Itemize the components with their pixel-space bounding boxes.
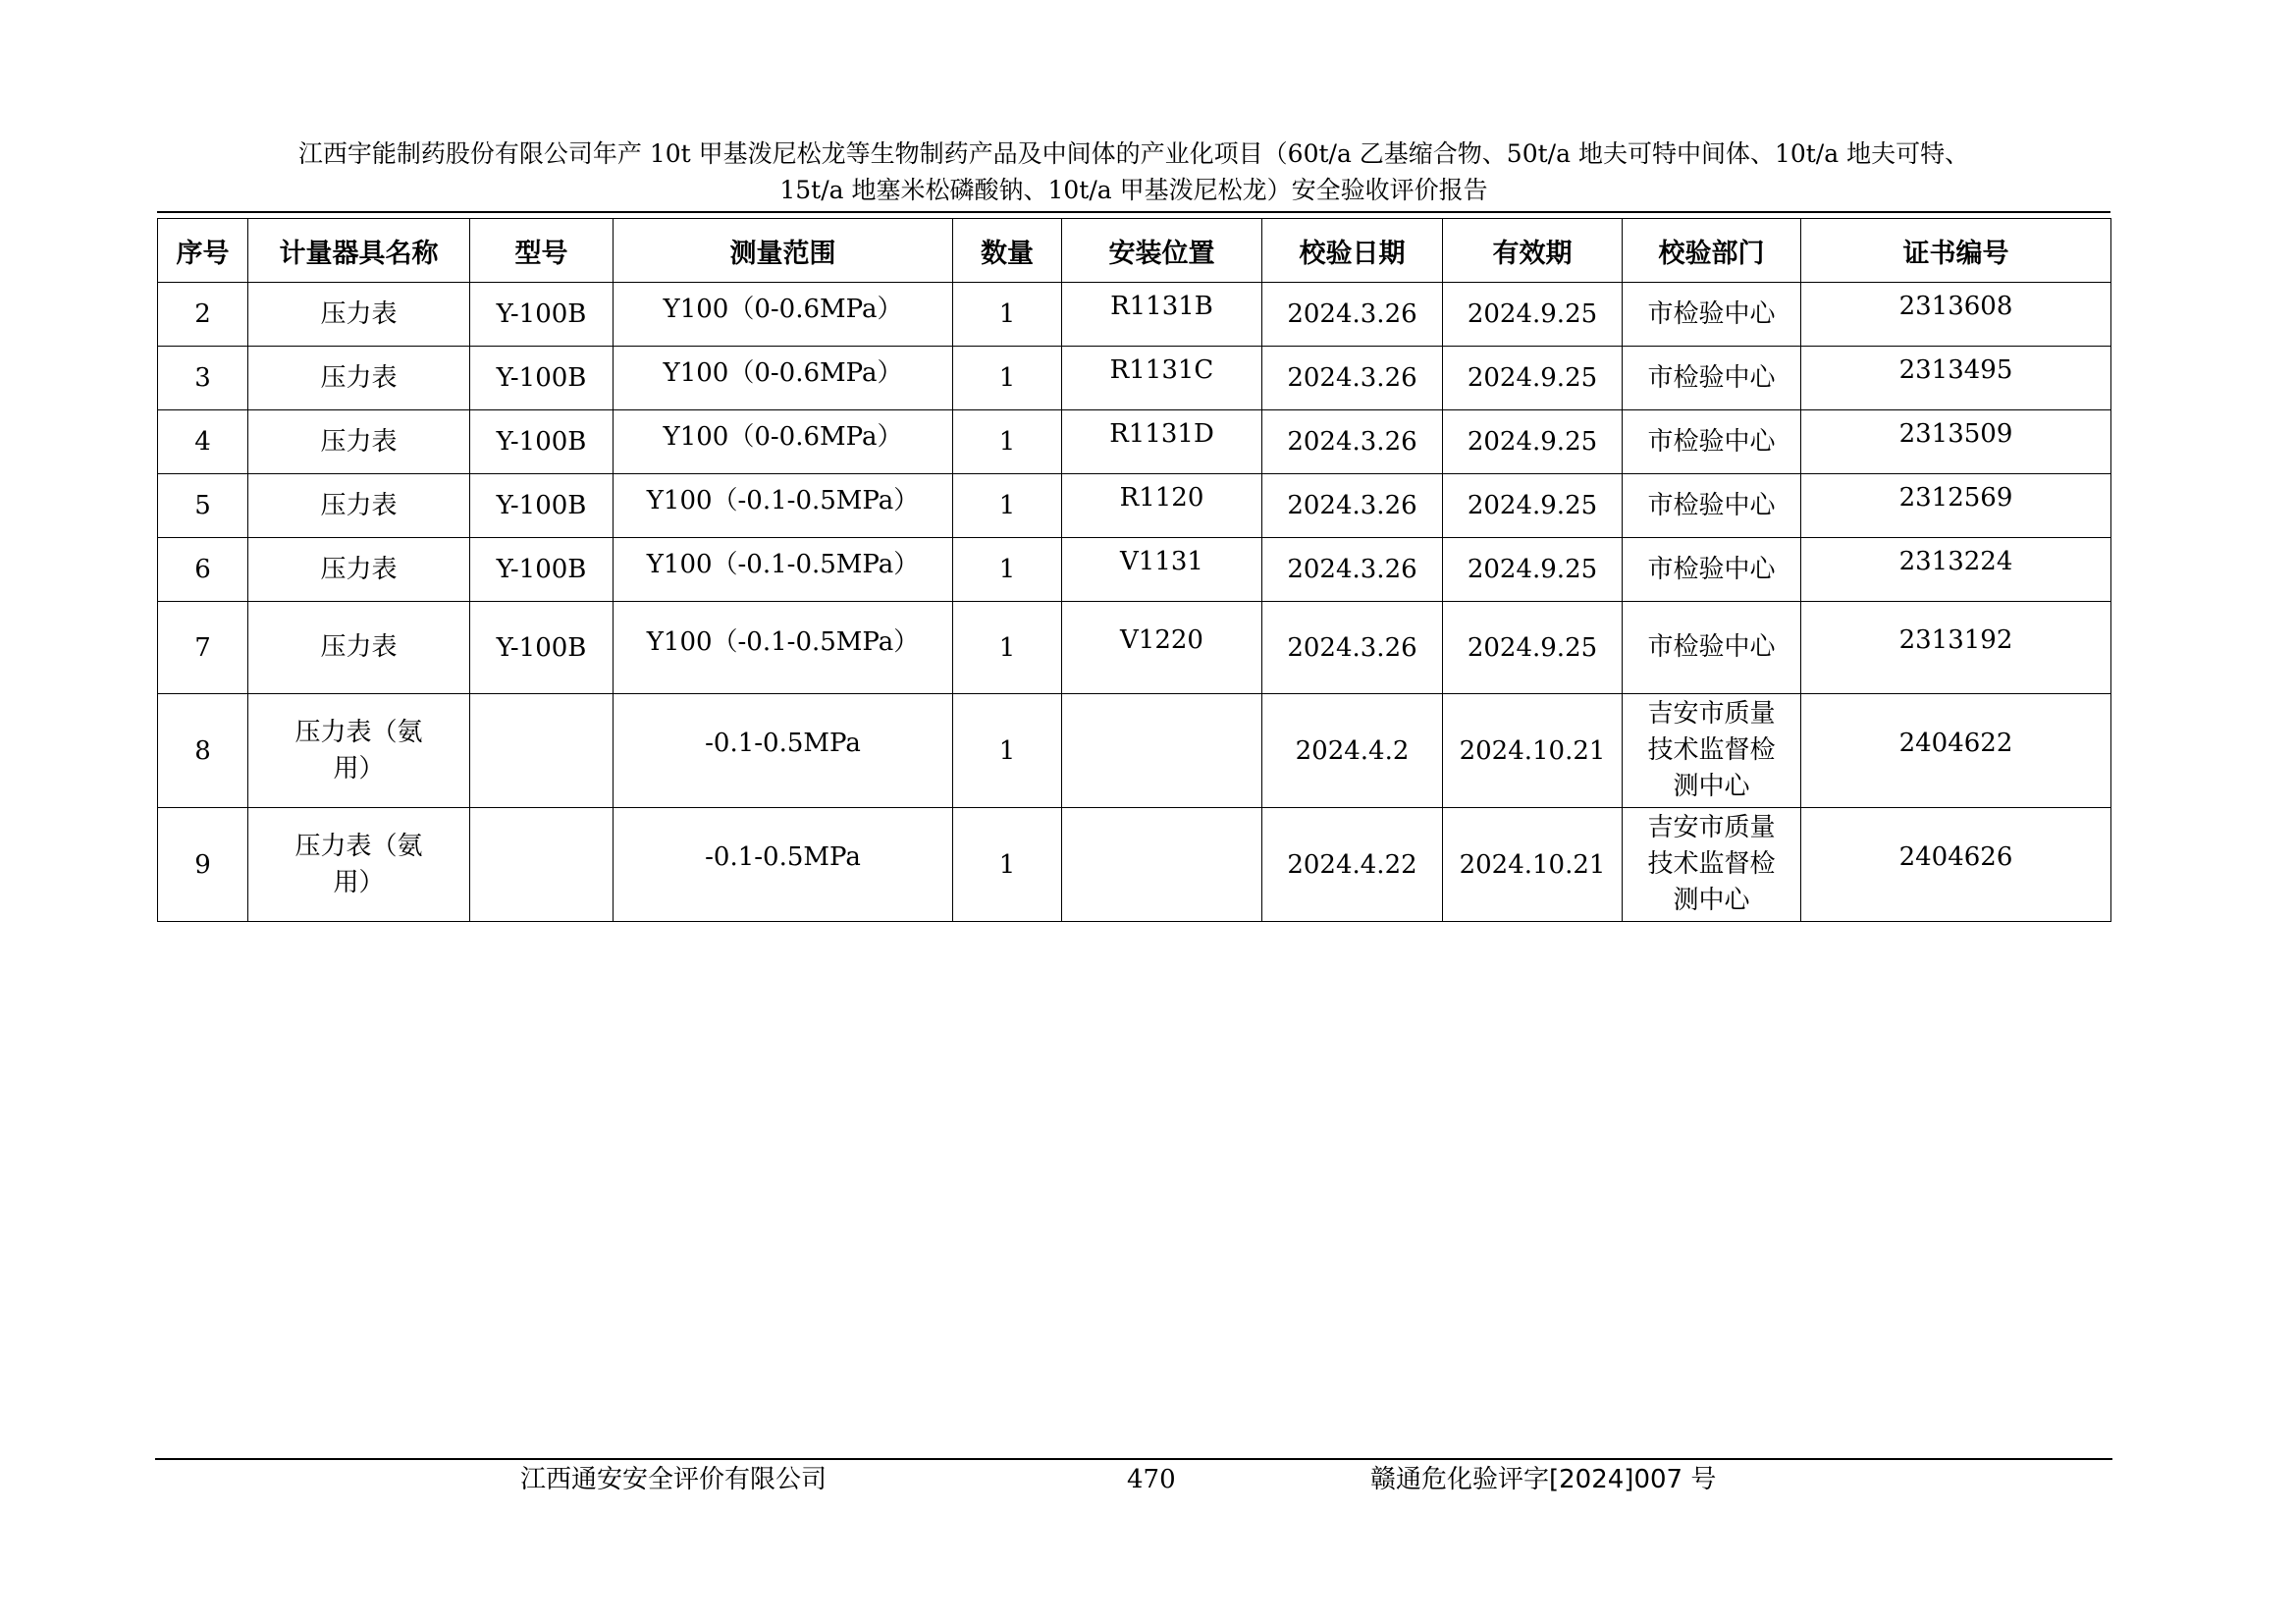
cell-location xyxy=(1062,283,1262,347)
cell-dept: 市检验中心 xyxy=(1623,602,1801,694)
footer-document-number: 赣通危化验评字[2024]007 号 xyxy=(1370,1465,1717,1494)
cell-dept: 吉安市质量技术监督检测中心 xyxy=(1623,694,1801,808)
cell-location xyxy=(1062,538,1262,602)
cell-cert-text: 2313224 xyxy=(1898,547,2013,576)
cell-check-date: 2024.3.26 xyxy=(1262,283,1443,347)
cell-cert-text: 2313192 xyxy=(1898,624,2013,655)
cell-range-text: Y100（-0.1-0.5MPa） xyxy=(646,627,920,657)
cell-location-text: R1131D xyxy=(1109,419,1214,449)
cell-cert xyxy=(1801,808,2111,922)
column-header-cert: 证书编号 xyxy=(1801,219,2111,283)
table-header-row xyxy=(158,219,2111,283)
cell-range xyxy=(614,538,953,602)
cell-qty: 1 xyxy=(953,474,1062,538)
cell-check-date: 2024.3.26 xyxy=(1262,410,1443,474)
report-header xyxy=(157,135,2110,208)
cell-cert xyxy=(1801,694,2111,808)
cell-range xyxy=(614,474,953,538)
cell-location-text: R1131C xyxy=(1109,355,1214,385)
cell-cert-text: 2404622 xyxy=(1898,728,2013,758)
column-header-range: 测量范围 xyxy=(614,219,953,283)
cell-valid-until: 2024.9.25 xyxy=(1443,602,1623,694)
cell-model xyxy=(470,694,614,808)
cell-name: 压力表 xyxy=(248,538,470,602)
cell-location xyxy=(1062,474,1262,538)
cell-location xyxy=(1062,808,1262,922)
cell-valid-until: 2024.10.21 xyxy=(1443,808,1623,922)
cell-check-date: 2024.4.22 xyxy=(1262,808,1443,922)
footer-company: 江西通安安全评价有限公司 xyxy=(520,1465,828,1494)
report-title-line-2: 15t/a 地塞米松磷酸钠、10t/a 甲基泼尼松龙）安全验收评价报告 xyxy=(779,176,1488,204)
cell-qty: 1 xyxy=(953,347,1062,410)
footer-divider xyxy=(155,1458,2112,1460)
cell-cert-text: 2312569 xyxy=(1898,483,2013,513)
cell-no: 3 xyxy=(158,347,248,410)
cell-no: 4 xyxy=(158,410,248,474)
cell-check-date: 2024.3.26 xyxy=(1262,474,1443,538)
cell-name: 压力表 xyxy=(248,474,470,538)
cell-valid-until: 2024.9.25 xyxy=(1443,474,1623,538)
column-header-dept: 校验部门 xyxy=(1623,219,1801,283)
table-row xyxy=(158,538,2111,602)
cell-model: Y-100B xyxy=(470,347,614,410)
cell-cert xyxy=(1801,347,2111,410)
cell-dept: 市检验中心 xyxy=(1623,474,1801,538)
cell-check-date: 2024.4.2 xyxy=(1262,694,1443,808)
column-header-no: 序号 xyxy=(158,219,248,283)
cell-dept: 市检验中心 xyxy=(1623,283,1801,347)
cell-valid-until: 2024.9.25 xyxy=(1443,347,1623,410)
cell-location-text: V1220 xyxy=(1120,624,1203,655)
cell-no: 2 xyxy=(158,283,248,347)
cell-cert xyxy=(1801,474,2111,538)
cell-range-text: Y100（0-0.6MPa） xyxy=(663,357,903,388)
column-header-model: 型号 xyxy=(470,219,614,283)
table-row xyxy=(158,808,2111,922)
table-row xyxy=(158,410,2111,474)
cell-check-date: 2024.3.26 xyxy=(1262,602,1443,694)
column-header-valid-until: 有效期 xyxy=(1443,219,1623,283)
column-header-check-date: 校验日期 xyxy=(1262,219,1443,283)
report-title-line-1: 江西宇能制药股份有限公司年产 10t 甲基泼尼松龙等生物制药产品及中间体的产业化项目（60t/a 乙基缩合物、50t/a 地夫可特中间体、10t/a 地夫可特、 xyxy=(297,139,1970,168)
cell-valid-until: 2024.10.21 xyxy=(1443,694,1623,808)
cell-dept: 吉安市质量技术监督检测中心 xyxy=(1623,808,1801,922)
cell-cert xyxy=(1801,283,2111,347)
cell-no: 5 xyxy=(158,474,248,538)
column-header-name: 计量器具名称 xyxy=(248,219,470,283)
instrument-table xyxy=(157,218,2111,922)
cell-cert xyxy=(1801,410,2111,474)
cell-location-text: V1131 xyxy=(1120,547,1203,576)
cell-model xyxy=(470,808,614,922)
cell-qty: 1 xyxy=(953,694,1062,808)
cell-cert-text: 2313495 xyxy=(1898,355,2013,385)
cell-model: Y-100B xyxy=(470,474,614,538)
cell-dept: 市检验中心 xyxy=(1623,410,1801,474)
column-header-qty: 数量 xyxy=(953,219,1062,283)
cell-name: 压力表 xyxy=(248,283,470,347)
cell-model: Y-100B xyxy=(470,602,614,694)
cell-dept: 市检验中心 xyxy=(1623,538,1801,602)
cell-range-text: Y100（0-0.6MPa） xyxy=(663,294,903,324)
cell-range-text: Y100（-0.1-0.5MPa） xyxy=(646,485,920,515)
cell-cert-text: 2313509 xyxy=(1898,419,2013,449)
cell-cert xyxy=(1801,602,2111,694)
cell-range xyxy=(614,808,953,922)
cell-no: 6 xyxy=(158,538,248,602)
cell-range xyxy=(614,347,953,410)
cell-location-text: R1131B xyxy=(1110,292,1213,321)
cell-check-date: 2024.3.26 xyxy=(1262,347,1443,410)
cell-location-text: R1120 xyxy=(1119,483,1204,513)
cell-no: 8 xyxy=(158,694,248,808)
cell-qty: 1 xyxy=(953,538,1062,602)
cell-check-date: 2024.3.26 xyxy=(1262,538,1443,602)
cell-name: 压力表（氨用） xyxy=(248,808,470,922)
table-row xyxy=(158,283,2111,347)
cell-location xyxy=(1062,694,1262,808)
cell-qty: 1 xyxy=(953,808,1062,922)
cell-qty: 1 xyxy=(953,602,1062,694)
cell-valid-until: 2024.9.25 xyxy=(1443,538,1623,602)
cell-location xyxy=(1062,347,1262,410)
cell-name: 压力表 xyxy=(248,602,470,694)
cell-cert xyxy=(1801,538,2111,602)
cell-no: 7 xyxy=(158,602,248,694)
table-row xyxy=(158,602,2111,694)
cell-name: 压力表 xyxy=(248,410,470,474)
cell-range xyxy=(614,602,953,694)
cell-valid-until: 2024.9.25 xyxy=(1443,283,1623,347)
header-divider xyxy=(157,211,2110,213)
cell-range xyxy=(614,694,953,808)
cell-range-text: -0.1-0.5MPa xyxy=(705,728,861,758)
cell-model: Y-100B xyxy=(470,538,614,602)
cell-range-text: Y100（-0.1-0.5MPa） xyxy=(646,549,920,579)
cell-location xyxy=(1062,410,1262,474)
cell-range-text: Y100（0-0.6MPa） xyxy=(663,421,903,452)
cell-cert-text: 2313608 xyxy=(1898,292,2013,321)
cell-model: Y-100B xyxy=(470,410,614,474)
column-header-location: 安装位置 xyxy=(1062,219,1262,283)
cell-dept: 市检验中心 xyxy=(1623,347,1801,410)
cell-model: Y-100B xyxy=(470,283,614,347)
page-number: 470 xyxy=(1127,1465,1176,1494)
table-row xyxy=(158,347,2111,410)
cell-qty: 1 xyxy=(953,283,1062,347)
cell-cert-text: 2404626 xyxy=(1898,841,2013,872)
cell-range-text: -0.1-0.5MPa xyxy=(705,841,861,872)
cell-name: 压力表 xyxy=(248,347,470,410)
table-row xyxy=(158,474,2111,538)
cell-location xyxy=(1062,602,1262,694)
cell-valid-until: 2024.9.25 xyxy=(1443,410,1623,474)
table-row xyxy=(158,694,2111,808)
cell-qty: 1 xyxy=(953,410,1062,474)
cell-range xyxy=(614,410,953,474)
cell-range xyxy=(614,283,953,347)
cell-name: 压力表（氨用） xyxy=(248,694,470,808)
cell-no: 9 xyxy=(158,808,248,922)
